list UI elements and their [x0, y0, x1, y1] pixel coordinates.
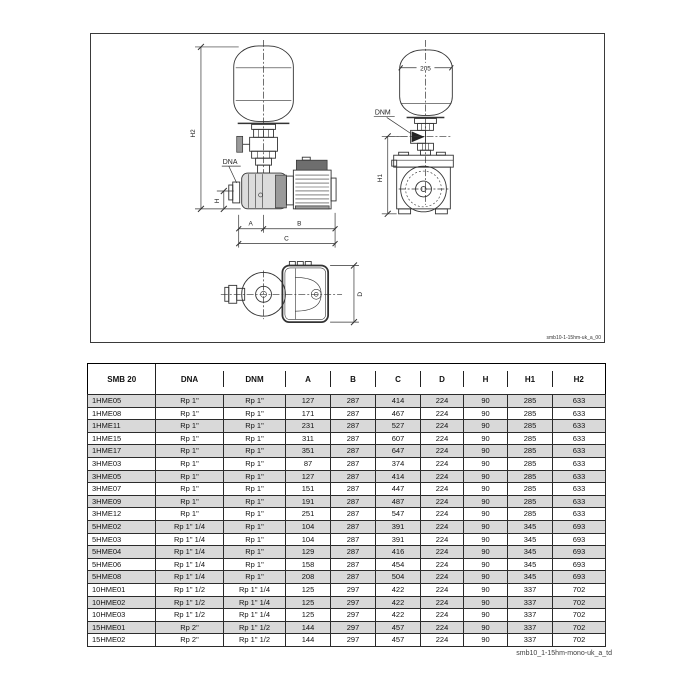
- dimension-value-cell: 285: [508, 395, 553, 408]
- pump-model-cell: 10HME02: [88, 596, 156, 609]
- dimension-value-cell: 125: [286, 609, 331, 622]
- table-row-10hme01: [88, 583, 606, 596]
- dimension-value-cell: 90: [464, 583, 508, 596]
- dimension-value-cell: Rp 1": [224, 432, 286, 445]
- dimension-value-cell: 414: [376, 395, 421, 408]
- dimension-value-cell: 287: [331, 407, 376, 420]
- dimension-value-cell: 287: [331, 495, 376, 508]
- dimension-value-cell: 90: [464, 395, 508, 408]
- table-row-15hme02: [88, 634, 606, 647]
- dimension-value-cell: Rp 1": [156, 470, 224, 483]
- dimension-value-cell: 125: [286, 583, 331, 596]
- dimension-h1: [377, 133, 408, 216]
- dimension-value-cell: 90: [464, 609, 508, 622]
- suction-inlet: [229, 182, 240, 203]
- dimension-value-cell: Rp 1": [156, 445, 224, 458]
- terminal-box: [296, 160, 327, 170]
- dimension-value-cell: Rp 1": [156, 457, 224, 470]
- dimension-value-cell: 224: [421, 583, 464, 596]
- dimension-value-cell: 90: [464, 420, 508, 433]
- column-header-h1: H1: [508, 364, 553, 395]
- dimension-value-cell: 345: [508, 533, 553, 546]
- dimension-value-cell: 633: [553, 407, 606, 420]
- dim-label-h2: H2: [189, 129, 197, 138]
- dim-label-h1: H1: [376, 173, 384, 183]
- table-body: [88, 395, 606, 647]
- dimension-value-cell: 422: [376, 609, 421, 622]
- dimension-abc: [236, 213, 337, 248]
- pump-model-cell: 3HME09: [88, 495, 156, 508]
- motor-foot: [295, 206, 329, 209]
- dimension-value-cell: 90: [464, 558, 508, 571]
- dimension-value-cell: 633: [553, 395, 606, 408]
- pump-foot-left: [399, 209, 411, 214]
- pump-model-cell: 1HME08: [88, 407, 156, 420]
- dimension-value-cell: 129: [286, 546, 331, 559]
- dimension-value-cell: Rp 1": [224, 533, 286, 546]
- dna-callout: [222, 159, 241, 183]
- dimension-value-cell: Rp 1": [224, 571, 286, 584]
- dimension-value-cell: 104: [286, 520, 331, 533]
- pump-model-cell: 5HME03: [88, 533, 156, 546]
- column-header-smb-20: SMB 20: [107, 374, 137, 384]
- dimension-value-cell: Rp 1": [224, 420, 286, 433]
- dimension-value-cell: 224: [421, 558, 464, 571]
- dimension-value-cell: 224: [421, 546, 464, 559]
- motor-top: [282, 262, 328, 323]
- dimension-value-cell: 125: [286, 596, 331, 609]
- dimension-value-cell: 90: [464, 520, 508, 533]
- dimension-value-cell: 144: [286, 634, 331, 647]
- table-row-1hme08: [88, 407, 606, 420]
- column-header-h: H: [464, 364, 508, 395]
- column-header-b: B: [331, 364, 376, 395]
- dimension-value-cell: 224: [421, 495, 464, 508]
- table-row-5hme08: [88, 571, 606, 584]
- dimension-value-cell: 693: [553, 520, 606, 533]
- dimension-value-cell: 90: [464, 445, 508, 458]
- document-reference: smb10_1-15hm-mono-uk_a_td: [516, 650, 612, 657]
- dimension-value-cell: Rp 1": [224, 395, 286, 408]
- dimension-value-cell: 297: [331, 609, 376, 622]
- dimension-value-cell: 297: [331, 583, 376, 596]
- dimension-value-cell: 633: [553, 495, 606, 508]
- table-row-5hme02: [88, 520, 606, 533]
- dimension-value-cell: Rp 1": [156, 420, 224, 433]
- table-row-3hme09: [88, 495, 606, 508]
- dimension-value-cell: 224: [421, 420, 464, 433]
- dimension-value-cell: Rp 1": [156, 508, 224, 521]
- dimension-value-cell: Rp 1" 1/4: [224, 609, 286, 622]
- dimension-value-cell: 285: [508, 495, 553, 508]
- pump-model-cell: 5HME02: [88, 520, 156, 533]
- tank-diameter-label: 205: [420, 65, 431, 73]
- dimension-value-cell: 647: [376, 445, 421, 458]
- dimension-value-cell: 287: [331, 546, 376, 559]
- dimension-value-cell: Rp 1" 1/2: [156, 609, 224, 622]
- dimension-value-cell: Rp 1": [224, 470, 286, 483]
- dimension-value-cell: 90: [464, 508, 508, 521]
- dimension-value-cell: 693: [553, 533, 606, 546]
- dimension-value-cell: Rp 1": [156, 483, 224, 496]
- dimension-value-cell: 90: [464, 470, 508, 483]
- table-row-1hme05: [88, 395, 606, 408]
- dimension-value-cell: 702: [553, 583, 606, 596]
- motor-side: [286, 157, 336, 209]
- dimension-value-cell: 422: [376, 596, 421, 609]
- dimension-value-cell: 144: [286, 621, 331, 634]
- dimension-value-cell: 337: [508, 634, 553, 647]
- dimension-value-cell: Rp 1": [224, 407, 286, 420]
- dimension-value-cell: 633: [553, 483, 606, 496]
- dimensional-drawing-panel: [90, 33, 605, 343]
- table-row-1hme17: [88, 445, 606, 458]
- dimension-value-cell: 311: [286, 432, 331, 445]
- dimension-value-cell: 345: [508, 520, 553, 533]
- table-row-3hme12: [88, 508, 606, 521]
- drawing-reference: smb10-1-15hm-uk_a_00: [546, 335, 601, 341]
- dimension-value-cell: Rp 1": [224, 558, 286, 571]
- dimension-value-cell: 127: [286, 470, 331, 483]
- dimension-value-cell: 285: [508, 445, 553, 458]
- dim-label-a: A: [248, 220, 253, 228]
- dimension-value-cell: Rp 1": [156, 495, 224, 508]
- dimension-value-cell: 414: [376, 470, 421, 483]
- table-row-3hme07: [88, 483, 606, 496]
- dimension-value-cell: 287: [331, 432, 376, 445]
- dimension-value-cell: Rp 1": [224, 546, 286, 559]
- dimension-value-cell: 224: [421, 407, 464, 420]
- header-row: [88, 364, 606, 395]
- table-row-10hme03: [88, 609, 606, 622]
- column-header-a: A: [286, 364, 331, 395]
- suction-port-label: DNA: [222, 159, 238, 167]
- dimension-value-cell: 285: [508, 407, 553, 420]
- pump-model-cell: 10HME03: [88, 609, 156, 622]
- dimension-value-cell: 171: [286, 407, 331, 420]
- dimension-value-cell: 633: [553, 457, 606, 470]
- dimension-value-cell: 285: [508, 420, 553, 433]
- dimension-value-cell: 345: [508, 571, 553, 584]
- dimension-value-cell: 285: [508, 508, 553, 521]
- dimension-value-cell: 90: [464, 621, 508, 634]
- dimension-d: [330, 263, 364, 326]
- dimension-value-cell: 158: [286, 558, 331, 571]
- table-header: [88, 364, 606, 395]
- dimension-value-cell: 90: [464, 407, 508, 420]
- pressure-tank-front: [399, 50, 454, 116]
- pump-model-cell: 1HME11: [88, 420, 156, 433]
- dimension-value-cell: 90: [464, 533, 508, 546]
- dimension-value-cell: 127: [286, 395, 331, 408]
- dimension-value-cell: Rp 2": [156, 621, 224, 634]
- pump-model-cell: 3HME12: [88, 508, 156, 521]
- pump-model-cell: 5HME06: [88, 558, 156, 571]
- dimension-value-cell: 633: [553, 445, 606, 458]
- dimension-value-cell: 90: [464, 495, 508, 508]
- dimension-value-cell: 297: [331, 634, 376, 647]
- pump-model-cell: 1HME15: [88, 432, 156, 445]
- dimension-value-cell: 224: [421, 395, 464, 408]
- dimension-value-cell: 633: [553, 470, 606, 483]
- dimension-value-cell: 547: [376, 508, 421, 521]
- dnm-callout: [374, 109, 411, 133]
- column-header-dnm: DNM: [224, 364, 286, 395]
- dimension-value-cell: Rp 1": [224, 520, 286, 533]
- dimension-value-cell: 287: [331, 457, 376, 470]
- column-header-h2: H2: [553, 364, 606, 395]
- dimension-value-cell: 702: [553, 596, 606, 609]
- dimension-value-cell: 90: [464, 483, 508, 496]
- pump-model-cell: 10HME01: [88, 583, 156, 596]
- dimension-value-cell: 504: [376, 571, 421, 584]
- dimensional-drawings: [91, 34, 604, 342]
- dimension-value-cell: 702: [553, 621, 606, 634]
- dimension-value-cell: 224: [421, 470, 464, 483]
- dimension-value-cell: 457: [376, 621, 421, 634]
- dimension-value-cell: 337: [508, 621, 553, 634]
- pump-foot-right: [435, 209, 447, 214]
- table-row-3hme05: [88, 470, 606, 483]
- pump-model-cell: 1HME05: [88, 395, 156, 408]
- pump-model-cell: 5HME08: [88, 571, 156, 584]
- dimension-value-cell: 208: [286, 571, 331, 584]
- pump-model-cell: 15HME02: [88, 634, 156, 647]
- dimension-value-cell: Rp 1" 1/4: [224, 596, 286, 609]
- dimension-value-cell: 467: [376, 407, 421, 420]
- pump-model-cell: 3HME05: [88, 470, 156, 483]
- dimension-value-cell: 191: [286, 495, 331, 508]
- dimension-value-cell: 224: [421, 596, 464, 609]
- dimension-value-cell: 297: [331, 621, 376, 634]
- table-row-1hme15: [88, 432, 606, 445]
- dimension-value-cell: 422: [376, 583, 421, 596]
- dimension-value-cell: 285: [508, 432, 553, 445]
- dimension-value-cell: Rp 1" 1/4: [224, 583, 286, 596]
- dimension-value-cell: 224: [421, 432, 464, 445]
- dimension-value-cell: 337: [508, 596, 553, 609]
- dimension-value-cell: 633: [553, 420, 606, 433]
- dim-label-b: B: [297, 220, 302, 228]
- dimension-value-cell: Rp 1" 1/2: [224, 634, 286, 647]
- dimension-value-cell: Rp 1": [224, 457, 286, 470]
- dimension-value-cell: 224: [421, 508, 464, 521]
- pump-model-cell: 3HME03: [88, 457, 156, 470]
- pump-model-cell: 5HME04: [88, 546, 156, 559]
- dim-label-h: H: [213, 198, 221, 204]
- dimension-value-cell: 337: [508, 583, 553, 596]
- dimension-value-cell: 702: [553, 634, 606, 647]
- dimension-value-cell: 287: [331, 533, 376, 546]
- dimension-value-cell: 285: [508, 483, 553, 496]
- check-valve-icon: [412, 131, 425, 142]
- discharge-port-label: DNM: [374, 109, 391, 117]
- front-view-drawing: [374, 40, 453, 217]
- dimension-value-cell: 251: [286, 508, 331, 521]
- column-header-dna: DNA: [156, 364, 224, 395]
- dimension-value-cell: Rp 1": [224, 495, 286, 508]
- pump-model-cell: 15HME01: [88, 621, 156, 634]
- pump-front: [392, 152, 454, 214]
- dimension-value-cell: 285: [508, 470, 553, 483]
- pump-model-cell: 3HME07: [88, 483, 156, 496]
- dimension-value-cell: Rp 1" 1/4: [156, 558, 224, 571]
- dimension-value-cell: Rp 1" 1/2: [156, 583, 224, 596]
- dimension-value-cell: 90: [464, 432, 508, 445]
- dimension-value-cell: Rp 1" 1/2: [156, 596, 224, 609]
- dimension-value-cell: 224: [421, 445, 464, 458]
- dimension-value-cell: 693: [553, 571, 606, 584]
- dimension-value-cell: 224: [421, 520, 464, 533]
- dimension-value-cell: Rp 1" 1/2: [224, 621, 286, 634]
- dimension-value-cell: Rp 1" 1/4: [156, 546, 224, 559]
- dimension-value-cell: Rp 1": [224, 508, 286, 521]
- dimension-value-cell: 90: [464, 634, 508, 647]
- dimension-value-cell: 345: [508, 546, 553, 559]
- dimension-value-cell: 90: [464, 457, 508, 470]
- dimension-value-cell: Rp 1" 1/4: [156, 571, 224, 584]
- dimension-value-cell: 90: [464, 596, 508, 609]
- dimension-value-cell: 224: [421, 533, 464, 546]
- table-row-5hme03: [88, 533, 606, 546]
- dimension-value-cell: Rp 1": [156, 407, 224, 420]
- table-row-1hme11: [88, 420, 606, 433]
- dimension-value-cell: 287: [331, 508, 376, 521]
- dim-label-d: D: [356, 291, 364, 297]
- dimension-value-cell: 224: [421, 483, 464, 496]
- dimension-value-cell: 607: [376, 432, 421, 445]
- dimension-value-cell: 693: [553, 546, 606, 559]
- dimension-value-cell: 391: [376, 520, 421, 533]
- dimension-value-cell: 287: [331, 420, 376, 433]
- dimension-value-cell: Rp 1" 1/4: [156, 533, 224, 546]
- dimension-value-cell: 527: [376, 420, 421, 433]
- dimensions-table: [87, 363, 606, 647]
- table-row-5hme04: [88, 546, 606, 559]
- dimension-value-cell: 224: [421, 571, 464, 584]
- dim-label-c: C: [284, 235, 289, 243]
- dimension-value-cell: 224: [421, 634, 464, 647]
- dimension-value-cell: 287: [331, 470, 376, 483]
- pump-casing-side: [242, 173, 287, 209]
- dimension-value-cell: 104: [286, 533, 331, 546]
- pump-model-cell: 1HME17: [88, 445, 156, 458]
- dimension-value-cell: 224: [421, 621, 464, 634]
- valve-stack-side: [237, 123, 290, 173]
- dimension-value-cell: 231: [286, 420, 331, 433]
- top-view-drawing: [221, 262, 364, 326]
- dimension-value-cell: 337: [508, 609, 553, 622]
- table-row-15hme01: [88, 621, 606, 634]
- dimension-value-cell: 454: [376, 558, 421, 571]
- dimension-value-cell: 287: [331, 520, 376, 533]
- dimension-value-cell: 90: [464, 571, 508, 584]
- side-view-drawing: [190, 40, 338, 248]
- dimension-value-cell: Rp 1": [224, 483, 286, 496]
- dimension-value-cell: Rp 2": [156, 634, 224, 647]
- valve-handwheel: [237, 136, 243, 152]
- dimension-value-cell: Rp 1" 1/4: [156, 520, 224, 533]
- table-row-3hme03: [88, 457, 606, 470]
- dimension-value-cell: 633: [553, 432, 606, 445]
- dimension-value-cell: 287: [331, 445, 376, 458]
- dimension-value-cell: 151: [286, 483, 331, 496]
- dimension-value-cell: Rp 1": [156, 395, 224, 408]
- table-row-10hme02: [88, 596, 606, 609]
- dimension-value-cell: 90: [464, 546, 508, 559]
- dimension-value-cell: 633: [553, 508, 606, 521]
- dimension-value-cell: Rp 1": [156, 432, 224, 445]
- dimension-value-cell: 87: [286, 457, 331, 470]
- dimension-value-cell: 287: [331, 483, 376, 496]
- dimension-value-cell: 224: [421, 457, 464, 470]
- dimension-value-cell: 447: [376, 483, 421, 496]
- dimension-value-cell: 487: [376, 495, 421, 508]
- dimension-value-cell: 457: [376, 634, 421, 647]
- dimension-value-cell: 287: [331, 558, 376, 571]
- dimension-value-cell: 416: [376, 546, 421, 559]
- column-header-c: C: [376, 364, 421, 395]
- dimension-value-cell: Rp 1": [224, 445, 286, 458]
- dimension-value-cell: 224: [421, 609, 464, 622]
- dimension-value-cell: 287: [331, 395, 376, 408]
- dimension-value-cell: 702: [553, 609, 606, 622]
- dimension-value-cell: 351: [286, 445, 331, 458]
- dimension-value-cell: 287: [331, 571, 376, 584]
- column-header-d: D: [421, 364, 464, 395]
- table-row-5hme06: [88, 558, 606, 571]
- dimension-value-cell: 285: [508, 457, 553, 470]
- dimension-value-cell: 345: [508, 558, 553, 571]
- dimension-value-cell: 391: [376, 533, 421, 546]
- dimension-value-cell: 297: [331, 596, 376, 609]
- dimension-value-cell: 374: [376, 457, 421, 470]
- dimension-value-cell: 693: [553, 558, 606, 571]
